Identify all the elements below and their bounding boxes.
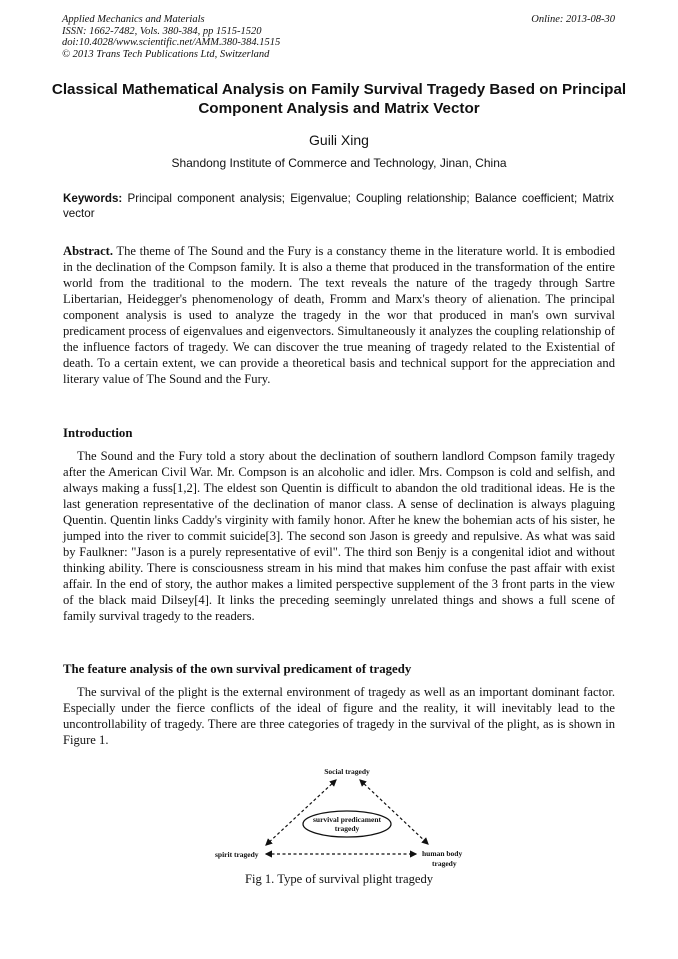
author-name: Guili Xing	[309, 132, 369, 148]
center-node-line1: survival predicament	[313, 815, 381, 824]
survival-tragedy-diagram	[200, 762, 480, 874]
abstract-text: The theme of The Sound and the Fury is a constancy theme in the literature world. It is embodied in the declination of the Compson family. It is also a theme that produced in the transformation of the entire world from the traditional to the modern. The text reveals the nature of the tragedy through Sartre Libertarian, Heidegger's phenomenology of death, Fromm and Marx's theory of alienation. The principal component analysis is used to analyze the tragedy in the wor that produced in man's own survival predicament process of eigenvalues and eigenvectors. Simultaneously it analyzes the coupling relationship of the influence factors of tragedy. We can discover the true meaning of tragedy related to the Existential of death. To a certain extent, we can provide a theoretical basis and technical support for the appreciation and literary value of The Sound and the Fury.	[63, 244, 615, 386]
introduction-paragraph: The Sound and the Fury told a story about the declination of southern landlord Compson family tragedy after the American Civil War. Mr. Compson is an alcoholic and idler. Mrs. Compson is cold and selfish, and always making a fuss[1,2]. The eldest son Quentin is difficult to abandon the old traditional ideas. He is the last generation representative of the declination of manor class. A sense of declination is always plaguing Quentin. Quentin links Caddy's virginity with family honor. After he knew the bohemian acts of his sister, he jumped into the river to commit suicide[3]. The second son Jason is greedy and repulsive. As what was said by Faulkner: "Jason is a purely representative of evil". The third son Benjy is a congenital idiot and without thinking ability. There is consciousness stream in his mind that makes him confuse the past affair with exist affair. In the end of story, the author makes a limited perspective supplement of the 3 front parts in the view of the black maid Dilsey[4]. It links the preceding seemingly unrelated things and shows a full scene of family survival tragedy to the readers.	[63, 449, 615, 623]
social-tragedy-node: Social tragedy	[324, 767, 370, 776]
abstract-label: Abstract.	[63, 244, 114, 258]
online-date: Online: 2013-08-30	[531, 14, 615, 25]
figure-caption: Fig 1. Type of survival plight tragedy	[244, 872, 434, 886]
center-node-line2: tragedy	[334, 824, 360, 833]
author-affiliation: Shandong Institute of Commerce and Technology, Jinan, China	[171, 156, 507, 170]
keywords-label: Keywords:	[63, 192, 123, 205]
arrow-social-to-body	[360, 780, 428, 844]
issn-line: ISSN: 1662-7482, Vols. 380-384, pp 1515-1520	[62, 25, 262, 37]
journal-header	[62, 14, 280, 60]
journal-name: Applied Mechanics and Materials	[62, 14, 205, 25]
keywords-text: Principal component analysis; Eigenvalue; Coupling relationship; Balance coefficient; Matrix vector	[63, 192, 614, 220]
doi-line[interactable]: doi:10.4028/www.scientific.net/AMM.380-384.1515	[62, 37, 281, 49]
copyright-line: © 2013 Trans Tech Publications Ltd, Switzerland	[62, 48, 270, 60]
paper-title: Classical Mathematical Analysis on Family Survival Tragedy Based on Principal Component Analysis and Matrix Vector	[51, 81, 627, 117]
feature-section-paragraph: The survival of the plight is the external environment of tragedy as well as an important dominant factor. Especially under the fierce conflicts of the ideal of figure and the reality, it will inevitably lead to the uncontrollability of tragedy. There are three categories of tragedy in the survival of the plight, as is shown in Figure 1.	[63, 685, 615, 747]
body-tragedy-node-line1: human body	[422, 849, 463, 858]
spirit-tragedy-node: spirit tragedy	[215, 850, 259, 859]
introduction-heading: Introduction	[63, 426, 133, 440]
keywords-block	[63, 192, 614, 221]
body-tragedy-node-line2: tragedy	[432, 859, 457, 868]
abstract-block	[63, 243, 615, 387]
feature-section-heading: The feature analysis of the own survival predicament of tragedy	[63, 662, 412, 676]
